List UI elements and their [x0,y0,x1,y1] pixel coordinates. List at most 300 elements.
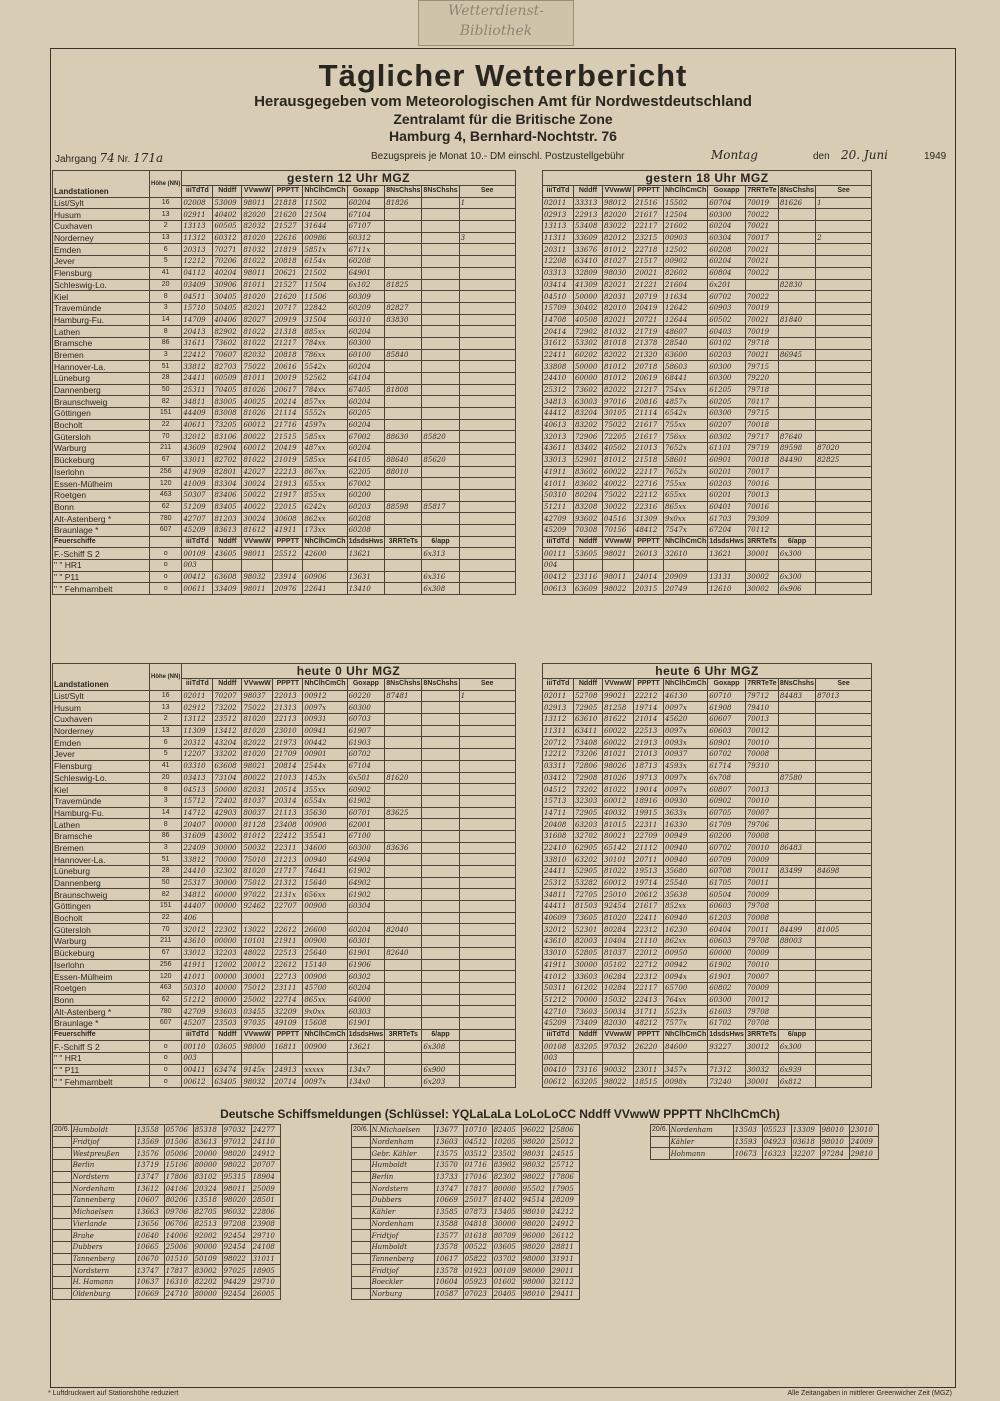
table-row [53,830,516,842]
column-header-col_ppptt: PPPTT [634,186,664,198]
data-cell: 81022 [242,256,273,268]
data-cell: 07873 [463,1206,492,1218]
fs-header-blank [816,536,872,548]
data-cell [385,749,422,761]
data-cell: 10640 [135,1230,164,1242]
data-cell [459,1064,515,1076]
data-cell [385,912,422,924]
data-cell: 60302 [347,971,385,983]
table-row [352,1276,580,1288]
data-cell [385,936,422,948]
data-cell: 81622 [603,714,634,726]
data-cell: 30405 [213,291,242,303]
data-cell [385,396,422,408]
data-cell: 6x300 [778,548,815,560]
station-height: 151 [150,901,182,913]
data-cell [778,912,815,924]
data-cell: 98032 [242,571,273,583]
data-cell [385,524,422,536]
data-cell: 48607 [664,326,708,338]
data-cell: 00109 [492,1265,521,1277]
data-cell [422,197,459,209]
data-cell: 9145x [242,1064,273,1076]
data-cell: 75012 [242,982,273,994]
data-cell: 98011 [242,583,273,595]
data-cell: 58601 [664,454,708,466]
table-row [543,583,872,595]
data-cell: 98032 [242,1076,273,1088]
data-cell [778,501,815,513]
station-name: Bonn [53,501,150,513]
data-cell: 98021 [242,760,273,772]
data-cell: 03409 [182,279,213,291]
data-cell: 63410 [574,256,603,268]
data-cell: 81015 [603,819,634,831]
ship-date [53,1206,72,1218]
data-cell: 60012 [603,795,634,807]
jahrgang: Jahrgang 74 Nr. 171a [55,151,164,165]
data-cell [459,443,515,455]
data-cell: 00902 [664,256,708,268]
station-name: Schleswig-Lo. [53,279,150,291]
data-cell [422,912,459,924]
price-line: Bezugspreis je Monat 10.- DM einschl. Postzustellgebühr [371,151,625,162]
station-name: Flensburg [53,760,150,772]
data-cell: 5523x [664,1006,708,1018]
data-cell [422,443,459,455]
data-cell: 1 [459,197,515,209]
data-cell: 13412 [213,725,242,737]
data-cell: 22707 [273,901,303,913]
data-cell: 22411 [543,349,574,361]
data-cell: 04112 [182,267,213,279]
data-cell: 60302 [708,431,746,443]
data-cell [242,1053,273,1065]
data-cell: 23914 [273,571,303,583]
data-cell: 58603 [664,361,708,373]
data-cell [778,337,815,349]
data-cell: 23111 [273,982,303,994]
fs-column-header-col_nddff: Nddff [574,536,603,548]
data-cell: 04511 [182,291,213,303]
data-cell [459,244,515,256]
data-cell: 6542x [664,408,708,420]
data-cell: 22312 [634,971,664,983]
ship-height: o [150,1041,182,1053]
station-height: 41 [150,267,182,279]
data-cell [459,302,515,314]
data-cell: 81037 [242,795,273,807]
table-row [53,912,516,924]
data-cell [816,302,872,314]
data-cell [422,513,459,525]
data-cell: 70019 [745,302,778,314]
table-row [543,548,872,560]
ship-name: Vierlande [71,1218,135,1230]
table-row [53,478,516,490]
data-cell: 97016 [603,396,634,408]
data-cell: 11634 [664,291,708,303]
table-row [53,877,516,889]
data-cell [459,912,515,924]
station-height: 51 [150,361,182,373]
data-cell: 81032 [242,244,273,256]
data-cell: 00986 [303,232,347,244]
ship-height: o [150,548,182,560]
data-cell: 67104 [347,209,385,221]
data-cell: 60300 [347,337,385,349]
data-cell: 20324 [193,1183,222,1195]
data-cell: 15140 [303,959,347,971]
data-cell [459,1053,515,1065]
data-cell [459,749,515,761]
data-cell: 11309 [182,725,213,737]
column-header-col_vvwww: VVwwW [603,679,634,691]
fs-column-header-col_3rr: 3RRTeTs [745,1029,778,1041]
ship-name: Humboldt [370,1160,434,1172]
data-cell: 13131 [708,571,746,583]
data-cell: 61703 [708,513,746,525]
data-cell: 17806 [164,1171,193,1183]
station-name: Cuxhaven [53,221,150,233]
data-cell [422,244,459,256]
data-cell: 70156 [603,524,634,536]
data-cell: 60300 [708,373,746,385]
ship-name: Nordenham [370,1136,434,1148]
data-cell: 83902 [492,1160,521,1172]
data-cell: 60807 [708,784,746,796]
data-cell: 75022 [603,419,634,431]
data-cell: 03455 [242,1006,273,1018]
data-cell: 70008 [745,912,778,924]
data-cell: 81020 [242,749,273,761]
data-cell: 85318 [193,1125,222,1137]
data-cell: 21913 [273,478,303,490]
data-cell: 83499 [778,866,815,878]
data-cell: 83208 [574,501,603,513]
data-cell: 21911 [273,936,303,948]
table-row [543,221,872,233]
ship-height: o [150,1076,182,1088]
data-cell: 00940 [303,854,347,866]
data-cell: 00900 [303,936,347,948]
column-header-col_nddff: Nddff [213,186,242,198]
data-cell: 13733 [434,1171,463,1183]
data-cell: 7547x [664,524,708,536]
data-cell: 41911 [543,466,574,478]
data-cell [459,901,515,913]
data-cell: 13588 [434,1218,463,1230]
data-cell [778,889,815,901]
data-cell: 33011 [182,454,213,466]
data-cell [459,431,515,443]
header-hoehe: Höhe (NN) [150,171,182,198]
data-cell [778,714,815,726]
data-cell: 61714 [708,760,746,772]
data-cell: 98022 [222,1160,251,1172]
data-cell: 01618 [463,1230,492,1242]
data-cell: 10617 [434,1253,463,1265]
data-cell [459,256,515,268]
data-cell [816,291,872,303]
table-row [543,197,872,209]
data-cell [213,912,242,924]
data-cell: 19014 [634,784,664,796]
data-cell [422,830,459,842]
feuerschiffe-blank [150,1029,182,1041]
data-cell: 25512 [273,548,303,560]
data-cell: 72902 [574,326,603,338]
data-cell [422,924,459,936]
station-name: Hamburg-Fu. [53,314,150,326]
data-cell: 42707 [182,513,213,525]
data-cell [634,560,664,572]
data-cell: 10673 [733,1148,762,1160]
data-cell [459,408,515,420]
data-cell: 70021 [745,244,778,256]
data-cell: 12208 [543,256,574,268]
table-row [543,314,872,326]
data-cell [778,1053,815,1065]
table-row [543,349,872,361]
data-cell: 32610 [664,548,708,560]
fs-column-header-col_td: 1dsdsHws [347,536,385,548]
data-cell: 14709 [182,314,213,326]
data-cell: 50000 [574,361,603,373]
table-row [53,408,516,420]
data-cell: 60000 [708,947,746,959]
data-cell [459,337,515,349]
data-cell: 24410 [182,866,213,878]
data-cell: 60204 [347,419,385,431]
data-cell [459,478,515,490]
data-cell: 33810 [543,854,574,866]
data-cell [385,489,422,501]
data-cell: 24411 [182,373,213,385]
date: 20. Juni [841,148,889,162]
data-cell: 22513 [273,947,303,959]
fs-column-header-col_ppptt: PPPTT [273,1029,303,1041]
data-cell: 20313 [182,244,213,256]
data-cell: 18515 [634,1076,664,1088]
data-cell: 15709 [543,302,574,314]
data-cell: 80000 [193,1288,222,1300]
feuerschiffe-label: Feuerschiffe [53,1029,150,1041]
data-cell: 30002 [745,571,778,583]
data-cell: 82405 [492,1125,521,1137]
data-cell: 22312 [634,924,664,936]
data-cell: 03605 [213,1041,242,1053]
data-cell: 82825 [816,454,872,466]
fs-column-header-col_nh: NhClhCmCh [664,536,708,548]
data-cell: 43611 [543,443,574,455]
fs-column-header-col_ppptt: PPPTT [273,536,303,548]
data-cell: 865xx [303,994,347,1006]
data-cell: 61709 [708,819,746,831]
data-cell [459,994,515,1006]
data-cell [422,478,459,490]
data-cell [816,466,872,478]
data-cell: 33609 [574,232,603,244]
data-cell: 42600 [303,548,347,560]
data-cell [745,1053,778,1065]
data-cell: 20419 [634,302,664,314]
column-header-col_nh: NhClhCmCh [664,186,708,198]
data-cell: 4593x [664,760,708,772]
data-cell: 22413 [634,994,664,1006]
station-name: Bocholt [53,912,150,924]
data-cell: 98020 [521,1218,550,1230]
data-cell: 83102 [193,1171,222,1183]
ship-date [53,1241,72,1253]
data-cell [778,760,815,772]
table-row [543,772,872,784]
data-cell: 22117 [634,982,664,994]
data-cell: 82012 [603,232,634,244]
data-cell: 00411 [182,1064,213,1076]
column-header-col_nddff: Nddff [574,186,603,198]
station-height: 5 [150,256,182,268]
title-block [51,59,955,145]
data-cell [816,760,872,772]
ship-name: Tannenberg [370,1253,434,1265]
data-cell: 31612 [543,337,574,349]
data-cell: 83204 [574,408,603,420]
data-cell: 98020 [521,1136,550,1148]
table-row [543,443,872,455]
data-cell: 96022 [521,1125,550,1137]
data-cell [708,560,746,572]
data-cell: 60205 [708,396,746,408]
station-height: 14 [150,807,182,819]
data-cell [385,209,422,221]
column-header-col_8ns1: 8NsChshs [778,679,815,691]
data-cell: 29810 [849,1148,878,1160]
data-cell: 98010 [521,1206,550,1218]
station-name: Lüneburg [53,373,150,385]
table-row [53,702,516,714]
data-cell: 84698 [816,866,872,878]
data-cell: 11311 [543,232,574,244]
data-cell [778,982,815,994]
data-cell: 81503 [574,901,603,913]
column-header-col_ppptt: PPPTT [273,679,303,691]
data-cell: 24912 [251,1148,280,1160]
data-cell: 61603 [708,1006,746,1018]
ship-date [53,1136,72,1148]
data-cell: 25806 [550,1125,579,1137]
data-cell: 24410 [543,373,574,385]
fs-header-blank [816,1029,872,1041]
data-cell: 00000 [213,819,242,831]
data-cell: 82022 [242,737,273,749]
fs-column-header-col_td: 1dsdsHws [708,536,746,548]
column-header-col_gox: Goxapp [708,186,746,198]
fs-column-header-col_vvwww: VVwwW [603,1029,634,1041]
station-name: Roetgen [53,982,150,994]
data-cell [385,337,422,349]
station-name: Bocholt [53,419,150,431]
data-cell [816,408,872,420]
data-cell: 98020 [521,1241,550,1253]
data-cell: 07023 [463,1288,492,1300]
data-cell: 857xx [303,396,347,408]
table-row [53,1230,281,1242]
data-cell: 20621 [273,267,303,279]
data-cell: 11506 [303,291,347,303]
data-cell: 73116 [574,1064,603,1076]
data-cell: 23116 [574,571,603,583]
data-cell: 60901 [708,454,746,466]
data-cell: 73408 [574,737,603,749]
data-cell: 52805 [574,947,603,959]
station-name: Göttingen [53,408,150,420]
data-cell: 63609 [574,583,603,595]
data-cell: 21113 [273,807,303,819]
data-cell: 21313 [273,702,303,714]
data-cell [816,795,872,807]
data-cell [816,279,872,291]
data-cell: 04510 [543,291,574,303]
data-cell: 83002 [193,1265,222,1277]
data-cell: 15106 [164,1160,193,1172]
data-cell [422,384,459,396]
data-cell: 22712 [634,959,664,971]
data-cell: 31911 [550,1253,579,1265]
data-cell: 73602 [574,384,603,396]
ship-name: Brahe [71,1230,135,1242]
data-cell: 29011 [550,1265,579,1277]
data-cell: 20315 [634,583,664,595]
data-cell: 19714 [634,877,664,889]
table-row [53,737,516,749]
data-cell: 70011 [745,866,778,878]
data-cell: 97025 [222,1265,251,1277]
data-cell: 13719 [135,1160,164,1172]
publisher-line: Herausgegeben vom Meteorologischen Amt für Nordwestdeutschland [254,93,752,110]
data-cell [459,583,515,595]
data-cell: 20707 [251,1160,280,1172]
data-cell: 72908 [574,772,603,784]
data-cell: 34812 [182,889,213,901]
station-height: 8 [150,819,182,831]
table-row [543,877,872,889]
data-cell: 87580 [778,772,815,784]
data-cell: 22412 [182,349,213,361]
data-cell [603,560,634,572]
table-row [53,1183,281,1195]
station-height: 20 [150,772,182,784]
data-cell: 70010 [745,959,778,971]
ship-date [352,1265,371,1277]
data-cell: 95502 [521,1183,550,1195]
table-row [53,714,516,726]
data-cell: 0097x [664,725,708,737]
data-cell: 784xx [303,337,347,349]
station-height: 6 [150,737,182,749]
data-cell: 43204 [213,737,242,749]
data-cell [459,830,515,842]
data-cell: 24212 [550,1206,579,1218]
table-row [53,1265,281,1277]
ship-date [53,1288,72,1300]
data-cell: 83202 [574,419,603,431]
data-cell [816,221,872,233]
table-row [352,1265,580,1277]
table-row [543,947,872,959]
table-row [53,1206,281,1218]
data-cell: 60204 [347,326,385,338]
